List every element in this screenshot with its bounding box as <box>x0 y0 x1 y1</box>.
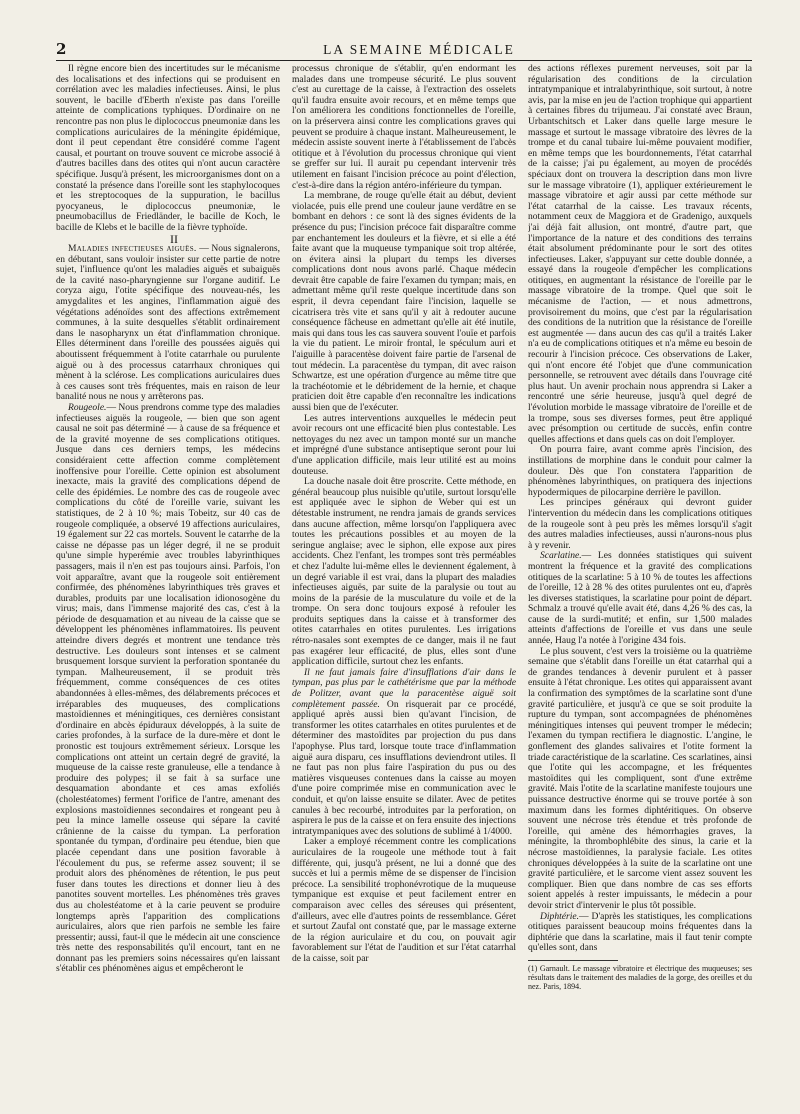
paragraph: Le plus souvent, c'est vers la troisième ou la quatrième semaine que s'établit dans l'oreille un état catarrhal qui a de grandes tendances à devenir purulent et à passer ensuite à l'état chronique. Les otites qui apparaissent avant la confirmation des symptômes de la scarlatine sont d'une gravité particulière, et jusqu'à ce que se soit produite la rupture du tympan, sont accompagnées de phénomènes méningitiques intenses qui peuvent tromper le médecin; l'examen du tympan rectifiera le diagnostic. L'angine, le gonflement des glandes salivaires et l'otite forment la triade caractéristique de la scarlatine. Ces scarlatines, ainsi que l'otite qui les accompagne, et les fréquentes mastoïdites qui les compliquent, sont d'une extrême gravité. Mais l'otite de la scarlatine manifeste toujours une puissance destructive énorme qui se trouve portée à son maximum dans les formes diphtéritiques. On observe souvent une nécrose très étendue et très profonde de l'oreille, qui amène des hémorrhagies graves, la méningite, la thrombophlébite des sinus, la carie et la nécrose mastoïdiennes, la paralysie faciale. Les otites chroniques développées à la suite de la scarlatine ont une gravité particulière, et le sarcome vient assez souvent les compliquer. Bien que dans nombre de cas ses efforts soient appelés à rester impuissants, le médecin a pour devoir strict d'intervenir le plus tôt possible. <box>528 645 752 911</box>
text-columns <box>56 64 752 1096</box>
paragraph <box>292 668 516 838</box>
paragraph: On pourra faire, avant comme après l'incision, des instillations de morphine dans le conduit pour calmer la douleur. Dès que l'on constatera l'apparition de phénomènes labyrinthiques, on pratiquera des injections hypodermiques de pilocarpine derrière le pavillon. <box>528 444 752 498</box>
subsection-heading: Rougeole. <box>68 402 107 413</box>
paragraph-text: — Nous signalerons, en débutant, sans vouloir insister sur cette partie de notre sujet, l'influence qu'ont les maladies aiguës et subaiguës de la cavité naso-pharyngienne sur l'organe auditif. Le coryza aigu, l'otite spécifique des nouveau-nés, les amygdalites et les angines, l'inflammation aiguë des végétations adénoïdes sont des affections extrêmement communes, à la suite desquelles s'établit ordinairement dans le nasopharynx un état d'inflammation chronique. Elles déterminent dans l'oreille des poussées aiguës qui aboutissent fréquemment à l'otite catarrhale ou purulente aiguë ou à des processus catarrhaux chroniques qui mènent à la sclérose. Les complications auriculaires dues à ces causes sont très fréquentes, mais en raison de leur banalité nous ne nous y arrêterons pas. <box>56 243 280 403</box>
column-3 <box>528 64 752 1096</box>
paragraph-text: On risquerait par ce procédé, appliqué après aussi bien qu'avant l'incision, de transformer les otites catarrhales en otites purulentes et de déterminer des mastoïdites par projection du pus dans l'apophyse. Plus tard, lorsque toute trace d'inflammation aiguë aura disparu, ces insufflations deviendront utiles. Il ne faut pas non plus faire l'aspiration du pus ou des matières visqueuses contenues dans la caisse au moyen d'une poire comprimée mise en communication avec le conduit, et qu'on laisse ensuite se dilater. Avec de petites canules à bec recourbé, introduites par la perforation, on aspirera le pus de la caisse et on fera ensuite des injections intratympaniques avec des solutions de sublimé à 1/4000. <box>292 698 516 837</box>
emphasis-text: Il ne faut jamais faire d'insufflations d'air dans le tympan, pas plus par le cathétérisme que par la méthode de Politzer, avant que la paracentèse aiguë soit complètement passée. <box>292 666 516 710</box>
subsection-heading: Diphtérie. <box>540 910 579 922</box>
footnote-divider <box>528 960 618 961</box>
column-2 <box>292 64 516 1096</box>
page-header <box>56 40 752 61</box>
paragraph <box>528 551 752 646</box>
paragraph: La membrane, de rouge qu'elle était au début, devient violacée, puis elle prend une couleur jaune verdâtre en se bombant en dehors : ce sont là des signes évidents de la présence du pus; l'incision précoce fait disparaître comme par enchantement les douleurs et la fièvre, et si elle a été faite avant que la muqueuse tympanique soit trop altérée, on évitera ainsi la plupart du temps les diverses complications dont nous avons parlé. Chaque médecin devrait être capable de faire l'examen du tympan; mais, en admettant même qu'il reste quelque incertitude dans son esprit, il devra cependant faire l'incision, laquelle se cicatrisera très vite et sans qu'il y ait à redouter aucune conséquence fâcheuse en admettant qu'elle ait été inutile, mais qui dans tous les cas sauvera souvent l'ouïe et parfois la vie du patient. Le miroir frontal, le spéculum auri et l'aiguille à paracentèse doivent faire partie de l'arsenal de tout médecin. La paracentèse du tympan, dit avec raison Schwartze, est une opération d'urgence au même titre que la trachéotomie et le débridement de la hernie, et chaque praticien doit être capable d'en reconnaître les indications aussi bien que de l'exécuter. <box>292 190 516 413</box>
section-heading: Maladies infectieuses aiguës. <box>68 243 197 255</box>
column-1 <box>56 64 280 1096</box>
footnote: (1) Garnault. Le massage vibratoire et électrique des muqueuses; ses résultats dans le traitement des maladies de la gorge, des oreilles et du nez. Paris, 1894. <box>528 963 752 991</box>
paragraph: Les principes généraux qui devront guider l'intervention du médecin dans les complications otitiques de la rougeole sont à peu près les mêmes lorsqu'il s'agit des autres maladies infectieuses, aussi n'aurons-nous plus à y revenir. <box>528 497 752 551</box>
paragraph-text: — D'après les statistiques, les complications otitiques paraissent beaucoup moins fréquentes dans la diphtérie que dans la scarlatine, mais il faut tenir compte qu'elles sont, dans <box>528 910 752 954</box>
paragraph: des actions réflexes purement nerveuses, soit par la régularisation des conditions de la circulation intratympanique et intralabyrinthique, soit surtout, à notre avis, par la mise en jeu de l'action trophique qui appartient à certaines fibres du trijumeau. J'ai constaté avec Braun, Urbantschitsch et Laker dans quelle large mesure le massage et surtout le massage vibratoire des lèvres de la trompe et du canal tubaire lui-même pouvaient modifier, en même temps que les bourdonnements, l'état catarrhal de la caisse; j'ai pu également, au moyen de procédés spéciaux dont on trouvera la description dans mon livre sur le massage vibratoire (1), appliquer extérieurement le massage vibratoire et agir aussi par cette méthode sur l'état catarrhal de la caisse. Les travaux récents, notamment ceux de Maggiora et de Gradenigo, auxquels j'ai déjà fait allusion, ont montré, d'autre part, que l'importance de la nature et des conditions des terrains était absolument prédominante pour le sort des otites infectieuses. Laker, s'appuyant sur cette double donnée, a essayé dans la rougeole d'empêcher les complications otitiques, en augmentant la résistance de l'oreille par le massage vibratoire de la trompe. Quel que soit le mécanisme de l'action, — et nous admettrons, provisoirement du moins, que c'est par la régularisation des conditions de la nutrition que la résistance de l'oreille est augmentée — dans aucun des cas qu'il a traités Laker n'a eu de complications otitiques et n'a même eu besoin de recourir à l'incision précoce. Ces observations de Laker, qui n'ont encore été l'objet que d'une communication personnelle, se retrouvent avec détails dans l'ouvrage cité plus haut. Un avenir prochain nous apprendra si Laker a rencontré une série heureuse, jusqu'à quel degré de l'évolution morbide le massage vibratoire de l'oreille et de la trompe, sous ses diverses formes, peut être appliqué avec présomption ou certitude de succès, enfin contre quelles affections et dans quels cas on doit l'employer. <box>528 64 752 445</box>
paragraph: Les autres interventions auxquelles le médecin peut avoir recours ont une efficacité bien plus contestable. Les nettoyages du nez avec un tampon monté sur un manche et imprégné d'une substance antiseptique seront pour lui d'une application difficile, mais leur utilité est au moins douteuse. <box>292 412 516 477</box>
paragraph-text: — Nous prendrons comme type des maladies infectieuses aiguës la rougeole, — bien que son agent causal ne soit pas déterminé — à cause de sa fréquence et de la gravité moyenne de ses complications otitiques. Jusque dans ces derniers temps, les médecins considéraient cette affection comme complètement inoffensive pour l'oreille. Cette opinion est absolument inexacte, mais la gravité des complications dépend de celle des épidémies. Le nombre des cas de rougeole avec complications du côté de l'oreille varie, suivant les statistiques, de 2 à 10 %; mais Tobeitz, sur 40 cas de rougeole compliquée, a observé 19 affections auriculaires, 19 également sur 22 cas mortels. Souvent le catarrhe de la caisse ne dépasse pas un léger degré, il ne se produit qu'une simple hyperémie avec troubles labyrinthiques passagers, mais il n'en est pas toujours ainsi. Parfois, l'on voit apparaître, avant que la rougeole soit entièrement confirmée, des phénomènes labyrinthiques très graves et durables, produits par une localisation idionosogène du virus; mais, dans l'immense majorité des cas, c'est à la période de desquamation et au niveau de la caisse que se développent les phénomènes inflammatoires. Ils peuvent atteindre divers degrés et montrent une tendance très destructive. Les douleurs sont intenses et se calment brusquement lorsque survient la perforation spontanée du tympan. Malheureusement, il se produit très fréquemment, comme conséquences de ces otites abandonnées à elles-mêmes, des délabrements précoces et irréparables des muqueuses, des complications mastoïdiennes et méningitiques, ces dernières consistant d'ordinaire en abcès épiduraux développés, à la suite de caries profondes, à la surface de la dure-mère et dont le pronostic est toujours extrêmement sérieux. Lorsque les complications ont atteint un certain degré de gravité, la muqueuse de la caisse reste granuleuse, elle a tendance à produire des polypes; il se fait à sa surface une desquamation abondante et ces amas exfoliés (cholestéatomes) ferment l'orifice de l'antre, amenant des explosions mastoïdiennes secondaires et rongeant peu à peu la mince lamelle osseuse qui sépare la cavité crânienne de la caisse du tympan. La perforation spontanée du tympan, d'ordinaire peu étendue, bien que placée cependant dans une position favorable à l'écoulement du pus, se referme assez souvent; il se produit alors des phénomènes de rétention, le pus peut fuser dans toutes les directions et donner lieu à des panotites souvent mortelles. Les phénomènes très graves dus au cholestéatome et à la carie peuvent se produire longtemps après l'apparition des complications auriculaires, alors que rien parfois ne semble les faire pressentir; aussi, faut-il que le médecin ait une conscience très nette des responsabilités qu'il encourt, tant en ne donnant pas les premiers soins nécessaires qu'en laissant s'établir ces phénomènes aigus et empêcheront le <box>56 402 280 975</box>
page-number: 2 <box>56 40 67 58</box>
paragraph <box>56 403 280 975</box>
paragraph: processus chronique de s'établir, qu'en endormant les malades dans une trompeuse sécurité. Le plus souvent c'est au curettage de la caisse, à l'extraction des osselets qu'il faudra ensuite avoir recours, et en même temps que l'on améliorera les conditions fonctionnelles de l'oreille, on la préservera ainsi contre les complications graves qui peuvent se produire à chaque instant. Malheureusement, le médecin assiste souvent inerte à l'établissement de l'abcès otitique et à l'évolution du processus chronique qui vient se greffer sur lui. Il aurait pu cependant intervenir très utilement en faisant l'incision précoce au point d'élection, c'est-à-dire dans la région antéro-inférieure du tympan. <box>292 64 516 191</box>
paragraph: La douche nasale doit être proscrite. Cette méthode, en général beaucoup plus nuisible qu'utile, surtout lorsqu'elle est appliquée avec le siphon de Weber qui est un détestable instrument, ne rendra jamais de grands services dans aucune affection, même lorsqu'on l'appliquera avec toutes les précautions possibles et au moyen de la seringue anglaise; avec le siphon, elle expose aux pires accidents. Chez l'enfant, les trompes sont très perméables et chez l'adulte lui-même elles le deviennent également, à un degré variable il est vrai, dans la plupart des maladies infectieuses aiguës, par suite de la paralysie ou tout au moins de la parésie de la musculature du voile et de la trompe. On sera donc toujours exposé à refouler les produits septiques dans la caisse et à transformer des otites catarrhales en otites purulentes. Les irrigations rétro-nasales sont exemptes de ce danger, mais il ne faut pas exagérer leur efficacité, de plus, elles sont d'une application difficile, surtout chez les enfants. <box>292 476 516 668</box>
paragraph-text: — Les données statistiques qui suivent montrent la fréquence et la gravité des complications otitiques de la scarlatine: 5 à 10 % de toutes les affections de l'oreille, 12 à 28 % des otites purulentes ont eu, d'après les diverses statistiques, la scarlatine pour point de départ. Schmalz a trouvé qu'elle avait été, dans 4,26 % des cas, la cause de la surdi-mutité; et enfin, sur 1,500 malades atteints d'affections de l'oreille et vus dans une seule année, Haug l'a notée à l'origine 434 fois. <box>528 550 752 647</box>
running-title: LA SEMAINE MÉDICALE <box>323 42 515 57</box>
section-numeral: II <box>170 231 178 246</box>
paragraph <box>528 912 752 954</box>
subsection-heading: Scarlatine. <box>540 550 582 562</box>
paragraph <box>56 244 280 403</box>
paragraph: Il règne encore bien des incertitudes sur le mécanisme des localisations et des infections qui se produisent en corrélation avec les maladies infectieuses. Ainsi, le plus souvent, le bacille d'Eberth n'existe pas dans l'oreille atteinte de complications typhiques. D'ordinaire on ne rencontre pas non plus le diplococcus pneumoniæ dans les complications auriculaires de la méningite épidémique, dont il peut cependant être considéré comme l'agent causal, et pourtant on trouve souvent ce microbe associé à d'autres bacilles dans des otites qui n'ont aucun caractère spécifique. Jusqu'à présent, les microorganismes dont on a constaté la présence dans l'oreille sont les staphylocoques et les streptocoques de la suppuration, le bacillus pyocyaneus, le diplococcus pneumoniæ, le pneumobacillus de Friedländer, le bacille de Koch, le bacille de Klebs et le bacille de la fièvre typhoïde. <box>56 64 280 233</box>
paragraph: Laker a employé récemment contre les complications auriculaires de la rougeole une méthode tout à fait différente, qui, jusqu'à présent, ne lui a donné que des succès et lui a permis même de se dispenser de l'incision précoce. La sensibilité trophonévrotique de la muqueuse tympanique est exquise et peut facilement entrer en comparaison avec celles des séreuses qui présentent, d'ailleurs, avec elle d'autres points de ressemblance. Géret et surtout Zaufal ont constaté que, par le massage externe de la région auriculaire et du cou, on pouvait agir favorablement sur l'état de l'audition et sur l'état catarrhal de la caisse, soit par <box>292 836 516 964</box>
